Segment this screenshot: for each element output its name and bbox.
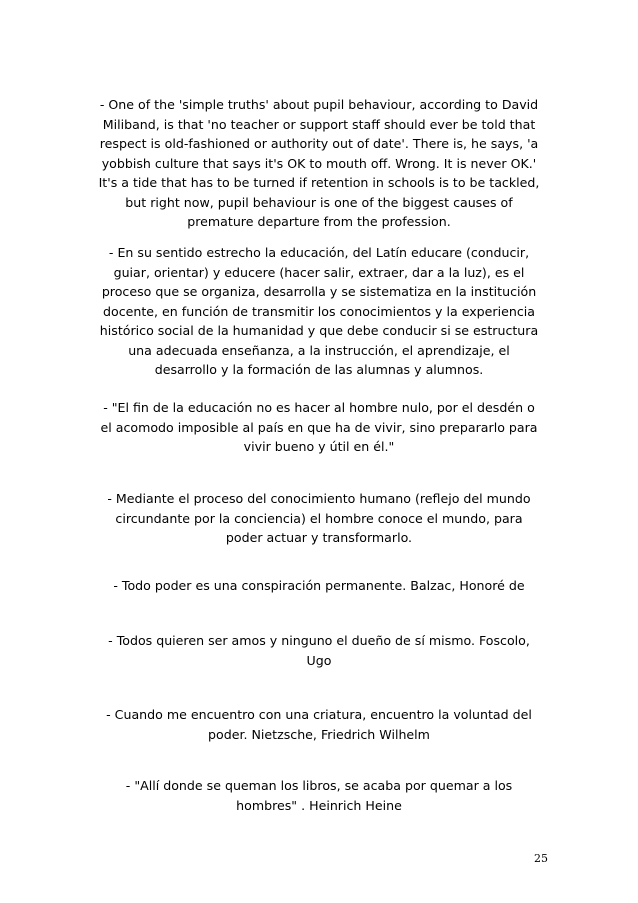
text-line: Ugo [306,652,332,668]
quote-paragraph [86,576,552,596]
text-line: - "El fin de la educación no es hacer al hombre nulo, por el desdén o [103,400,535,415]
text-line: It's a tide that has to be turned if retention in schools is to be tackled, [98,175,540,190]
text-line: hombres" . Heinrich Heine [236,797,402,813]
text-line: una adecuada enseñanza, a la instrucción, el aprendizaje, el [128,342,510,358]
text-line: yobbish culture that says it's OK to mouth off. Wrong. It is never OK.' [101,155,537,171]
text-line: - Cuando me encuentro con una criatura, encuentro la voluntad del [106,707,532,722]
text-line: - One of the 'simple truths' about pupil behaviour, according to David [99,97,539,112]
text-line: - "Allí donde se queman los libros, se acaba por quemar a los [125,778,513,793]
text-line: circundante por la conciencia) el hombre conoce el mundo, para [115,510,523,526]
text-line: desarrollo y la formación de las alumnas y alumnos. [154,362,484,377]
quote-paragraph [86,95,552,232]
text-line: vivir bueno y útil en él." [243,439,395,454]
text-line: el acomodo imposible al país en que ha de vivir, sino prepararlo para [100,419,538,435]
text-line: - Todo poder es una conspiración permanente. Balzac, Honoré de [113,578,525,593]
text-line: - Mediante el proceso del conocimiento humano (reflejo del mundo [107,491,531,506]
text-line: proceso que se organiza, desarrolla y se sistematiza en la institución [101,284,537,299]
quote-paragraph [86,243,552,380]
page-number: 25 [534,852,548,865]
quote-paragraph [86,705,552,744]
text-line: poder. Nietzsche, Friedrich Wilhelm [208,726,430,742]
text-line: poder actuar y transformarlo. [225,530,413,545]
text-line: but right now, pupil behaviour is one of the biggest causes of [125,194,513,210]
text-line: - En su sentido estrecho la educación, del Latín educare (conducir, [108,245,530,260]
text-line: histórico social de la humanidad y que debe conducir si se estructura [99,323,539,338]
text-line: Miliband, is that 'no teacher or support staff should ever be told that [102,116,536,132]
quote-paragraph [86,631,552,670]
quote-paragraph [86,489,552,548]
text-line: - Todos quieren ser amos y ninguno el dueño de sí mismo. Foscolo, [108,633,530,648]
text-line: guiar, orientar) y educere (hacer salir, extraer, dar a la luz), es el [113,264,525,280]
text-line: premature departure from the profession. [187,214,451,229]
quote-paragraph [86,776,552,815]
quote-paragraph [86,398,552,457]
text-line: docente, en función de transmitir los conocimientos y la experiencia [103,303,535,319]
text-line: respect is old-fashioned or authority out of date'. There is, he says, 'a [99,136,539,151]
